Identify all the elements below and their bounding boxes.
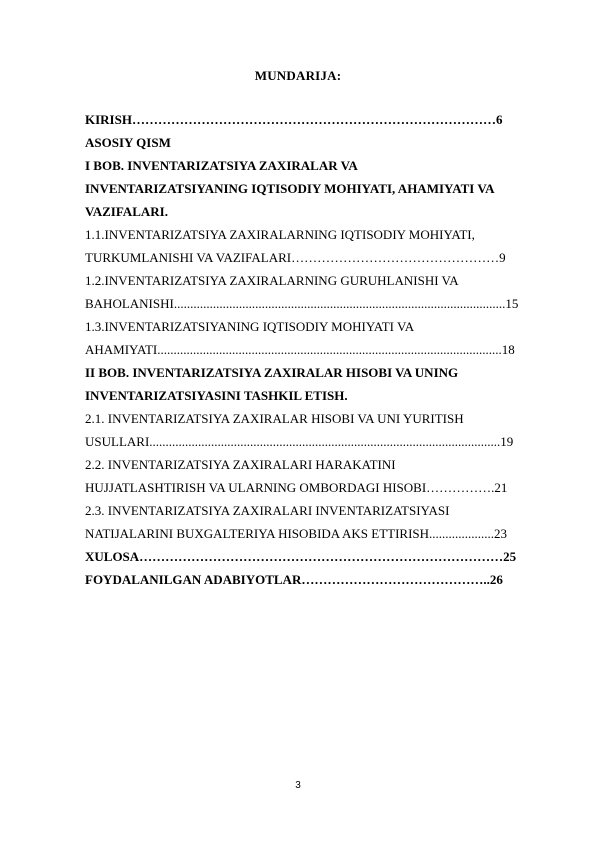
- toc-entry-1-2-line-2: BAHOLANISHI......................................................................................................15: [85, 296, 519, 311]
- toc-entry-adabiyotlar: FOYDALANILGAN ADABIYOTLAR……………………………………..26: [85, 572, 503, 587]
- page-number: 3: [295, 780, 301, 791]
- toc-entry-1-2-line-1: 1.2.INVENTARIZATSIYA ZAXIRALARNING GURUHLANISHI VA: [85, 273, 459, 288]
- toc-chapter-1-line-1: I BOB. INVENTARIZATSIYA ZAXIRALAR VA: [85, 158, 358, 173]
- toc-entry-1-1-line-1: 1.1.INVENTARIZATSIYA ZAXIRALARNING IQTISODIY MOHIYATI,: [85, 227, 475, 242]
- table-of-contents: [85, 108, 545, 591]
- toc-entry-2-2-line-1: 2.2. INVENTARIZATSIYA ZAXIRALARI HARAKATINI: [85, 457, 396, 472]
- toc-entry-2-3-line-2: NATIJALARINI BUXGALTERIYA HISOBIDA AKS ETTIRISH....................23: [85, 526, 508, 541]
- toc-entry-1-1-line-2: TURKUMLANISHI VA VAZIFALARI…………………………………………9: [85, 250, 506, 265]
- toc-entry-1-3-line-1: 1.3.INVENTARIZATSIYANING IQTISODIY MOHIYATI VA: [85, 319, 415, 334]
- toc-chapter-2-line-2: INVENTARIZATSIYASINI TASHKIL ETISH.: [85, 388, 348, 403]
- toc-entry-2-1-line-2: USULLARI............................................................................................................19: [85, 434, 514, 449]
- toc-entry-1-3-line-2: AHAMIYATI..........................................................................................................18: [85, 342, 515, 357]
- toc-chapter-1-line-2: INVENTARIZATSIYANING IQTISODIY MOHIYATI, AHAMIYATI VA: [85, 181, 495, 196]
- toc-entry-2-1-line-1: 2.1. INVENTARIZATSIYA ZAXIRALAR HISOBI VA UNI YURITISH: [85, 411, 464, 426]
- toc-entry-xulosa: XULOSA…………………………………………………………………………25: [85, 549, 517, 564]
- toc-entry-kirish: KIRISH…………………………………………………………………………6: [85, 112, 503, 127]
- toc-entry-2-2-line-2: HUJJATLASHTIRISH VA ULARNING OMBORDAGI HISOBI…………….21: [85, 480, 508, 495]
- toc-chapter-1-line-3: VAZIFALARI.: [85, 204, 168, 219]
- toc-entry-2-3-line-1: 2.3. INVENTARIZATSIYA ZAXIRALARI INVENTARIZATSIYASI: [85, 503, 450, 518]
- toc-chapter-2-line-1: II BOB. INVENTARIZATSIYA ZAXIRALAR HISOBI VA UNING: [85, 365, 459, 380]
- toc-title: MUNDARIJA:: [254, 68, 342, 83]
- toc-section-asosiy-qism: ASOSIY QISM: [85, 135, 171, 150]
